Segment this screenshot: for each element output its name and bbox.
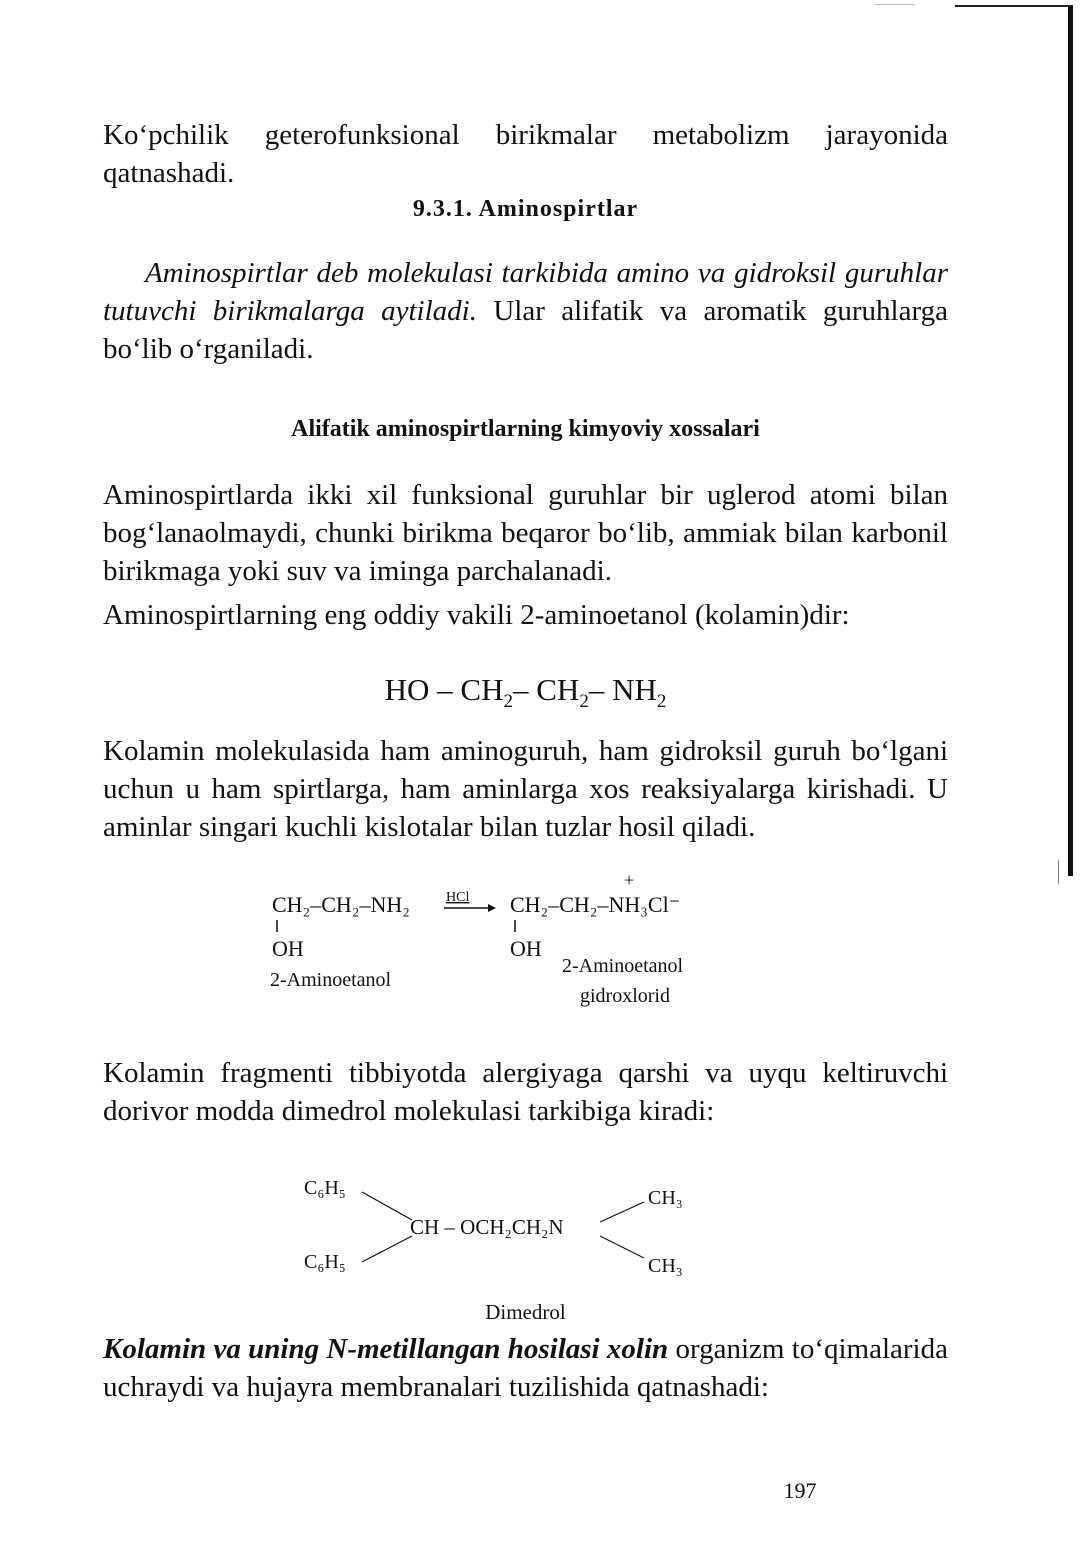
paragraph-dimedrol-text: Kolamin fragmenti tibbiyotda alergiyaga qarshi va uyqu keltiruvchi dorivor modda dimedrol molekulasi tarkibiga kiradi: <box>103 1057 948 1127</box>
page-number: 197 <box>783 1478 817 1503</box>
paragraph-bonding <box>103 476 948 590</box>
dimedrol-center: CH – OCH₂CH₂N <box>410 1215 564 1239</box>
product-name-1: 2-Aminoetanol <box>562 955 684 977</box>
paragraph-dimedrol <box>103 1054 948 1130</box>
bond-top-right <box>600 1202 644 1222</box>
scan-edge-right-thin <box>1058 860 1059 884</box>
paragraph-kolamin <box>103 732 948 846</box>
scan-edge-top <box>955 5 1073 7</box>
reactant-name: 2-Aminoetanol <box>270 969 392 991</box>
xolin-rest: organizm to‘qimalarida uchraydi va hujayra membranalari tuzilishida qatnashadi: <box>103 1333 948 1403</box>
paragraph-kolamin-text: Kolamin molekulasida ham aminoguruh, ham gidroksil guruh bo‘lgani uchun u ham spirtlarga, ham aminlarga xos reaksiyalarga kirishadi. U aminlar singari kuchli kislotalar bilan tuzlar hosil qiladi. <box>103 735 948 843</box>
paragraph-intro <box>103 116 948 192</box>
paragraph-simplest <box>103 596 948 634</box>
xolin-bold: Kolamin va uning N-metillangan hosilasi xolin <box>103 1333 669 1365</box>
subsection-heading: Alifatik aminospirtlarning kimyoviy xossalari <box>291 416 760 442</box>
charge-plus: + <box>624 870 635 890</box>
bond-top-left <box>362 1192 412 1220</box>
product-name-2: gidroxlorid <box>580 985 670 1007</box>
bond-bottom-right <box>600 1236 644 1258</box>
reactant-oh: OH <box>272 936 304 961</box>
product-chain: CH₂–CH₂–NH₃Cl⁻ <box>510 892 681 917</box>
definition-rest: Ular alifatik va aromatik guruhlarga bo‘lib o‘rganiladi. <box>103 295 948 365</box>
scan-edge-right <box>1068 6 1073 876</box>
kolamin-formula: HO – $CH_2-$ $CH_2-$ $NH_2$ <box>384 672 667 713</box>
methyl-top: CH₃ <box>648 1187 683 1209</box>
paragraph-definition <box>103 254 948 368</box>
definition-italic: Aminospirtlar deb molekulasi tarkibida amino va gidroksil guruhlar tutuvchi birikmalarga aytiladi. <box>103 257 948 327</box>
phenyl-bottom: C₆H₅ <box>304 1251 346 1273</box>
paragraph-xolin <box>103 1330 948 1406</box>
section-heading: 9.3.1. Aminospirtlar <box>412 196 639 222</box>
reactant-chain: CH₂–CH₂–NH₂ <box>272 892 410 917</box>
reaction-scheme <box>250 868 750 1018</box>
bond-bottom-left <box>362 1236 412 1262</box>
methyl-bottom: CH₃ <box>648 1255 683 1277</box>
paragraph-bonding-text: Aminospirtlarda ikki xil funksional guruhlar bir uglerod atomi bilan bog‘lanaolmaydi, chunki birikma beqaror bo‘lib, ammiak bilan karbonil birikmaga yoki suv va iminga parchalanadi. <box>103 479 948 587</box>
dimedrol-caption: Dimedrol <box>485 1300 566 1324</box>
paragraph-intro-text: Ko‘pchilik geterofunksional birikmalar metabolizm jarayonida qatnashadi. <box>103 119 948 189</box>
scan-edge-mark <box>875 4 915 5</box>
arrow-head-icon <box>488 904 496 912</box>
dimedrol-structure <box>300 1160 720 1290</box>
phenyl-top: C₆H₅ <box>304 1177 346 1199</box>
product-oh: OH <box>510 936 542 961</box>
reagent-label: HCl <box>446 890 470 905</box>
paragraph-simplest-text: Aminospirtlarning eng oddiy vakili 2-aminoetanol (kolamin)dir: <box>103 599 850 631</box>
